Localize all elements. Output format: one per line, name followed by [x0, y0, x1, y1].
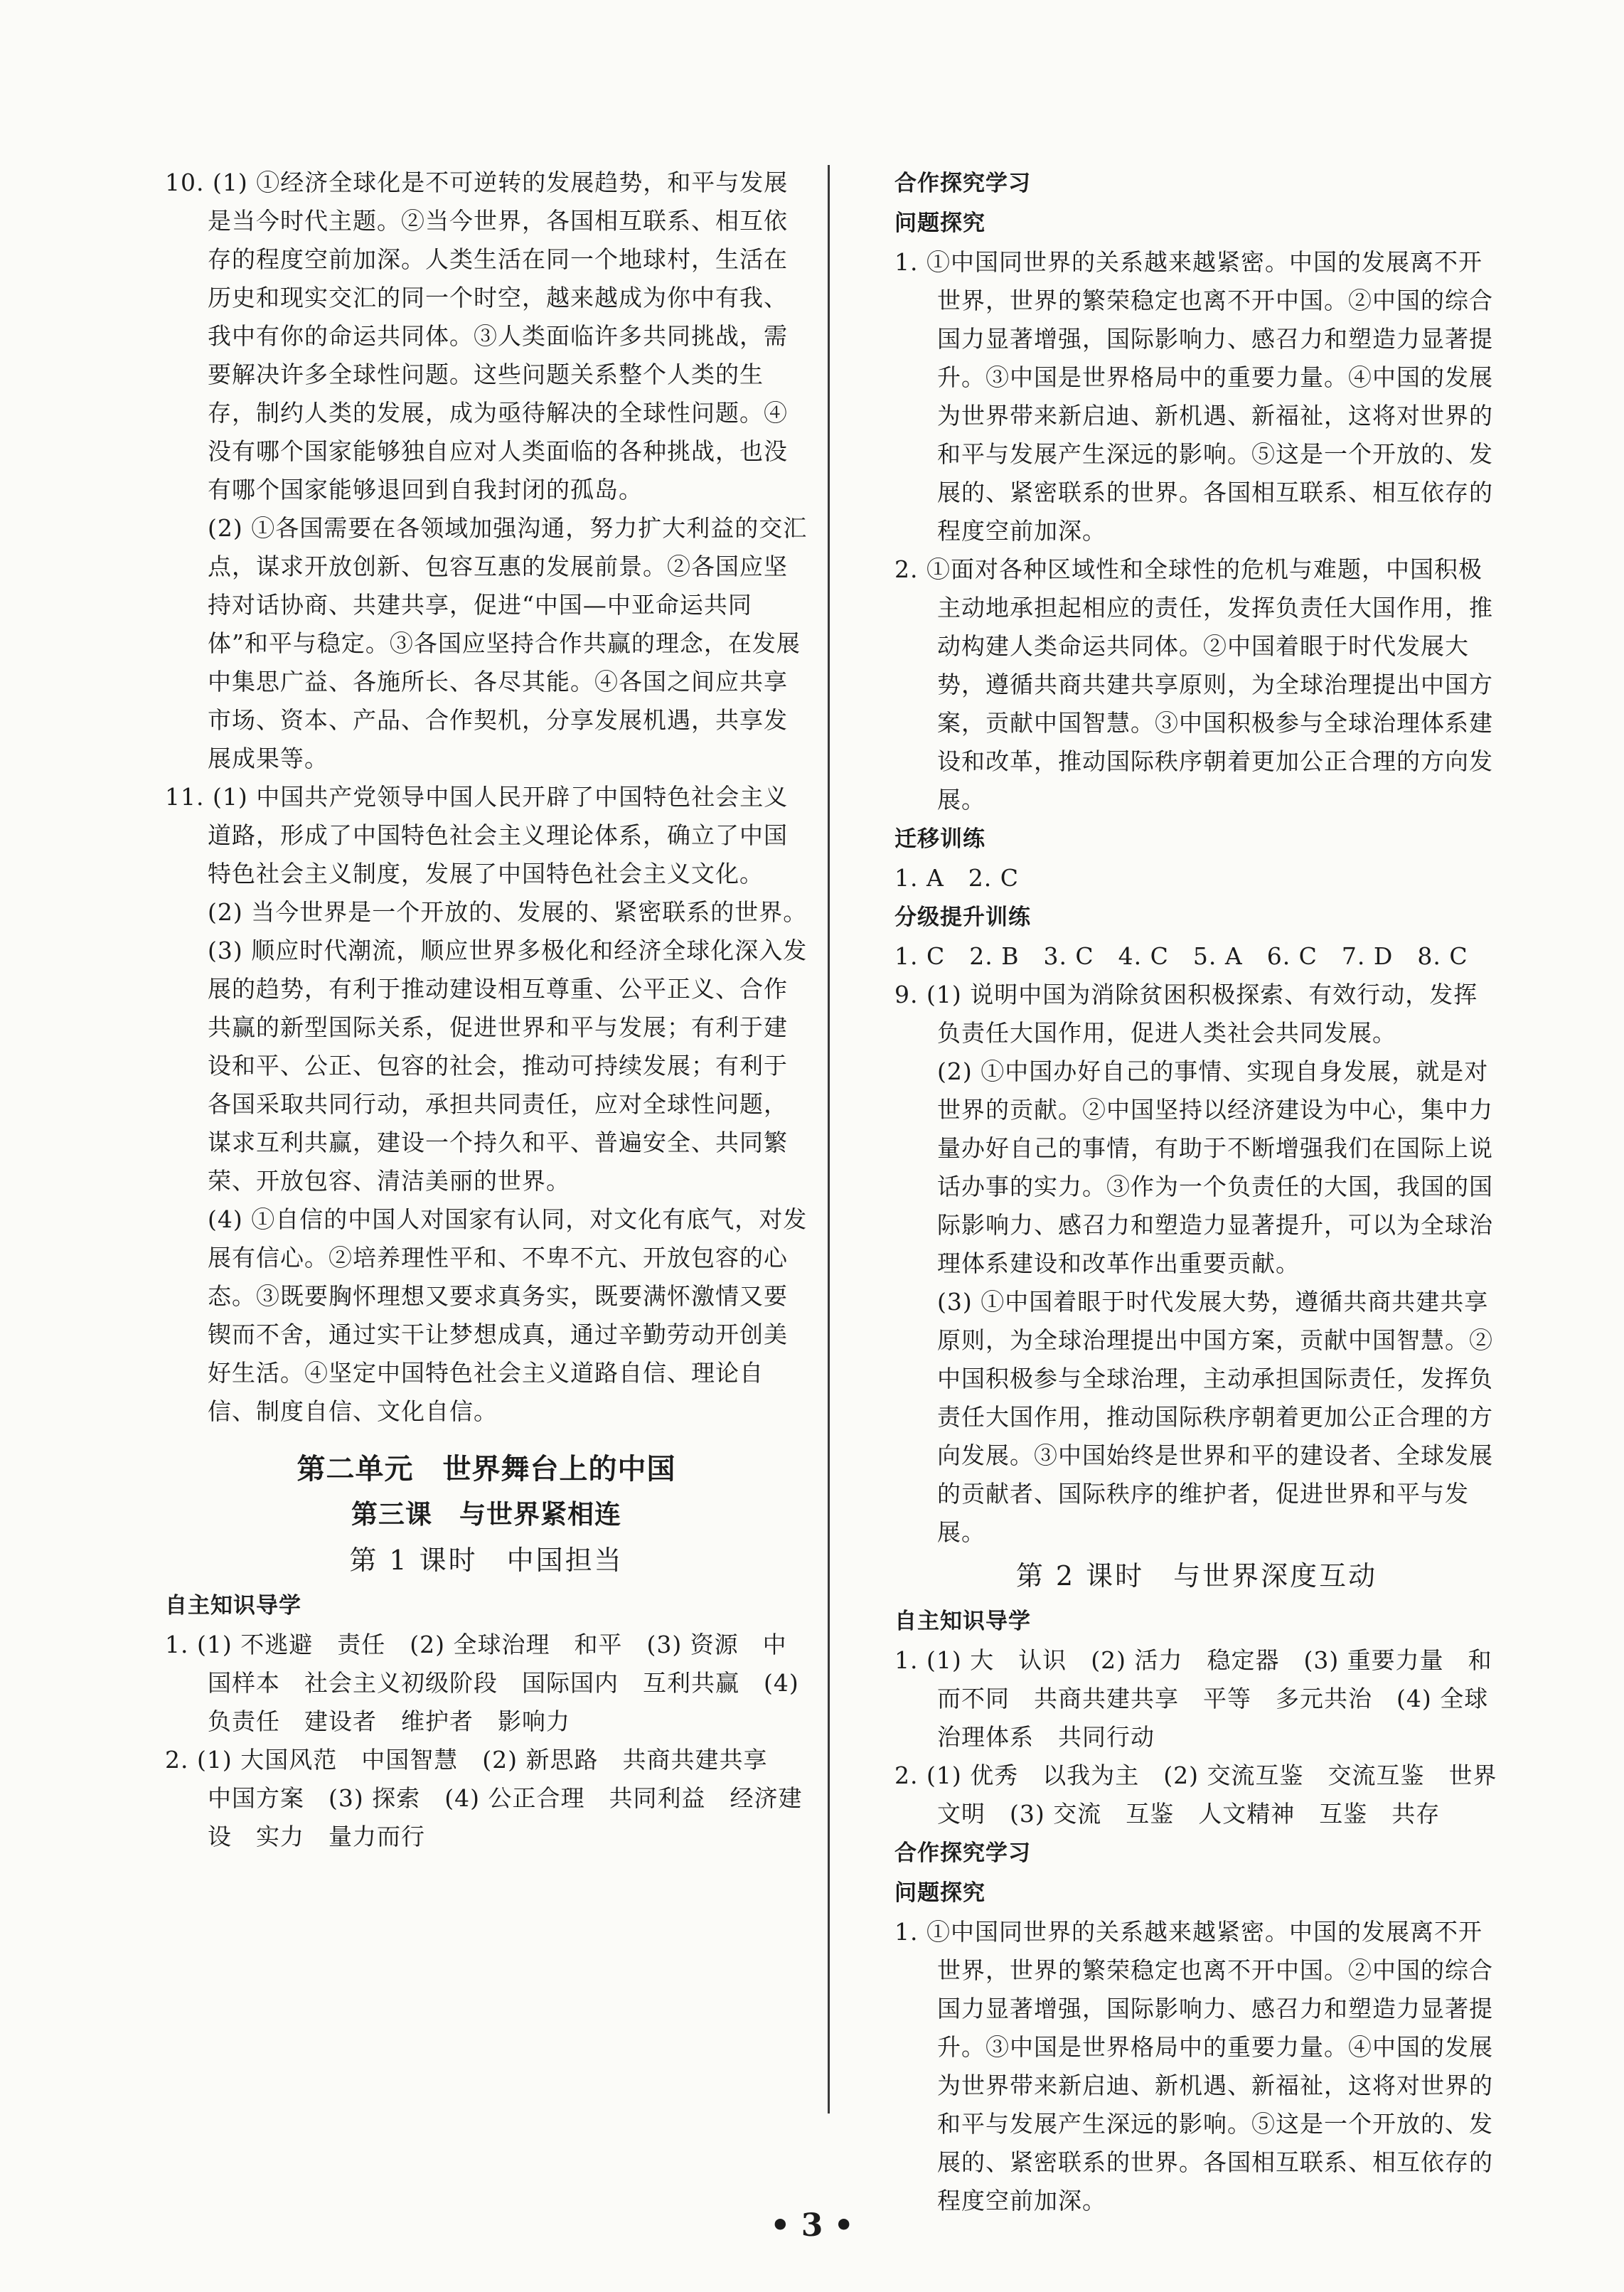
- lesson-title: 第三课 与世界紧相连: [351, 1499, 621, 1530]
- section-cooperative-study-2: 合作探究学习: [894, 1840, 1031, 1866]
- self-study-2-answer-1: 1. (1) 大 认识 (2) 活力 稳定器 (3) 重要力量 和而不同 共商共建共享 平等 多元共治 (4) 全球治理体系 共同行动: [894, 1646, 1492, 1751]
- transfer-answers: 1. A 2. C: [894, 864, 1020, 892]
- answer-11-part-2: (2) 当今世界是一个开放的、发展的、紧密联系的世界。: [208, 898, 808, 926]
- period-1-title: 第 1 课时 中国担当: [349, 1545, 624, 1576]
- answer-9-part-2: (2) ①中国办好自己的事情、实现自身发展，就是对世界的贡献。②中国坚持以经济建设为中心，集中力量办好自己的事情，有助于不断增强我们在国际上说话办事的实力。③作为一个负责任的大国，我国的国际影响力、感召力和塑造力显著提升，可以为全球治理体系建设和改革作出重要贡献。: [937, 1057, 1493, 1277]
- section-self-study: 自主知识导学: [165, 1593, 301, 1619]
- unit-title: 第二单元 世界舞台上的中国: [297, 1453, 676, 1486]
- answer-11-part-3: (3) 顺应时代潮流，顺应世界多极化和经济全球化深入发展的趋势，有利于推动建设相互尊重、公平正义、合作共赢的新型国际关系，促进世界和平与发展；有利于建设和平、公正、包容的社会，推动可持续发展；有利于各国采取共同行动，承担共同责任，应对全球性问题，谋求互利共赢，建设一个持久和平、普遍安全、共同繁荣、开放包容、清洁美丽的世界。: [208, 937, 808, 1195]
- graded-answers: 1. C 2. B 3. C 4. C 5. A 6. C 7. D 8. C: [894, 942, 1468, 970]
- self-study-answer-2: 2. (1) 大国风范 中国智慧 (2) 新思路 共商共建共享 中国方案 (3) 探索 (4) 公正合理 共同利益 经济建设 实力 量力而行: [165, 1746, 803, 1850]
- self-study-answer-1: 1. (1) 不逃避 责任 (2) 全球治理 和平 (3) 资源 中国样本 社会主义初级阶段 国际国内 互利共赢 (4) 负责任 建设者 维护者 影响力: [165, 1631, 799, 1735]
- column-divider: [828, 165, 830, 2114]
- answer-10-part-1: 10. (1) ①经济全球化是不可逆转的发展趋势，和平与发展是当今时代主题。②当今世界，各国相互联系、相互依存的程度空前加深。人类生活在同一个地球村，生活在历史和现实交汇的同一个时空，越来越成为你中有我、我中有你的命运共同体。③人类面临许多共同挑战，需要解决许多全球性问题。这些问题关系整个人类的生存，制约人类的发展，成为亟待解决的全球性问题。④没有哪个国家能够独自应对人类面临的各种挑战，也没有哪个国家能够退回到自我封闭的孤岛。: [165, 169, 789, 503]
- section-self-study-2: 自主知识导学: [894, 1609, 1031, 1634]
- answer-9-part-3: (3) ①中国着眼于时代发展大势，遵循共商共建共享原则，为全球治理提出中国方案，贡献中国智慧。②中国积极参与全球治理，主动承担国际责任，发挥负责任大国作用，推动国际秩序朝着更加公正合理的方向发展。③中国始终是世界和平的建设者、全球发展的贡献者、国际秩序的维护者，促进世界和平与发展。: [937, 1288, 1493, 1546]
- right-column: [894, 164, 1499, 2220]
- left-column: [165, 164, 808, 1856]
- answer-11-part-4: (4) ①自信的中国人对国家有认同，对文化有底气，对发展有信心。②培养理性平和、不卑不亢、开放包容的心态。③既要胸怀理想又要求真务实，既要满怀激情又要锲而不舍，通过实干让梦想成真，通过辛勤劳动开创美好生活。④坚定中国特色社会主义道路自信、理论自信、制度自信、文化自信。: [208, 1205, 808, 1425]
- period-2-title: 第 2 课时 与世界深度互动: [1015, 1560, 1378, 1592]
- section-cooperative-study: 合作探究学习: [894, 171, 1031, 196]
- explore-2-answer-1: 1. ①中国同世界的关系越来越紧密。中国的发展离不开世界，世界的繁荣稳定也离不开中国。②中国的综合国力显著增强，国际影响力、感召力和塑造力显著提升。③中国是世界格局中的重要力量。④中国的发展为世界带来新启迪、新机遇、新福祉，这将对世界的和平与发展产生深远的影响。⑤这是一个开放的、发展的、紧密联系的世界。各国相互联系、相互依存的程度空前加深。: [894, 1918, 1493, 2214]
- answer-10-part-2: (2) ①各国需要在各领域加强沟通，努力扩大利益的交汇点，谋求开放创新、包容互惠的发展前景。②各国应坚持对话协商、共建共享，促进“中国—中亚命运共同体”和平与稳定。③各国应坚持合作共赢的理念，在发展中集思广益、各施所长、各尽其能。④各国之间应共享市场、资本、产品、合作契机，分享发展机遇，共享发展成果等。: [208, 514, 808, 772]
- section-problem-explore-2: 问题探究: [894, 1880, 985, 1906]
- answer-9-part-1: 9. (1) 说明中国为消除贫困积极探索、有效行动，发挥负责任大国作用，促进人类社会共同发展。: [894, 981, 1478, 1047]
- page-number: • 3 •: [770, 2207, 854, 2244]
- self-study-2-answer-2: 2. (1) 优秀 以我为主 (2) 交流互鉴 交流互鉴 世界文明 (3) 交流 互鉴 人文精神 互鉴 共存: [894, 1761, 1497, 1828]
- explore-answer-1: 1. ①中国同世界的关系越来越紧密。中国的发展离不开世界，世界的繁荣稳定也离不开中国。②中国的综合国力显著增强，国际影响力、感召力和塑造力显著提升。③中国是世界格局中的重要力量。④中国的发展为世界带来新启迪、新机遇、新福祉，这将对世界的和平与发展产生深远的影响。⑤这是一个开放的、发展的、紧密联系的世界。各国相互联系、相互依存的程度空前加深。: [894, 248, 1493, 545]
- section-graded-training: 分级提升训练: [894, 905, 1031, 930]
- answer-11-part-1: 11. (1) 中国共产党领导中国人民开辟了中国特色社会主义道路，形成了中国特色社会主义理论体系，确立了中国特色社会主义制度，发展了中国特色社会主义文化。: [165, 783, 789, 888]
- section-transfer-training: 迁移训练: [894, 826, 985, 852]
- section-problem-explore: 问题探究: [894, 210, 985, 236]
- explore-answer-2: 2. ①面对各种区域性和全球性的危机与难题，中国积极主动地承担起相应的责任，发挥负责任大国作用，推动构建人类命运共同体。②中国着眼于时代发展大势，遵循共商共建共享原则，为全球治理提出中国方案，贡献中国智慧。③中国积极参与全球治理体系建设和改革，推动国际秩序朝着更加公正合理的方向发展。: [894, 555, 1493, 814]
